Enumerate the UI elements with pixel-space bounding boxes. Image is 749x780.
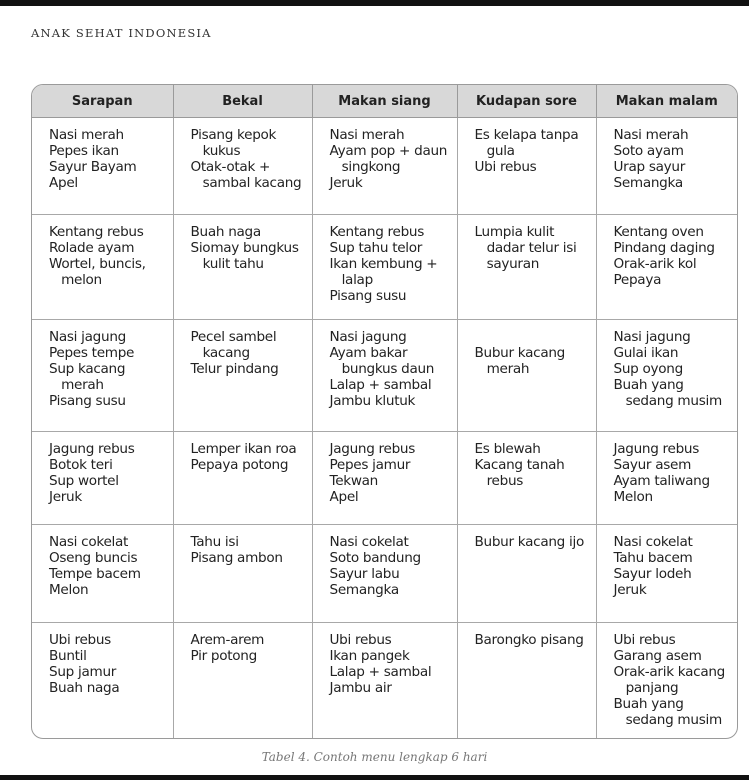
bottom-border <box>0 775 749 780</box>
table-row <box>32 215 737 320</box>
menu-cell <box>312 320 457 432</box>
menu-item: Urap sayur <box>613 159 685 175</box>
menu-item: Nasi cokelat <box>613 534 693 550</box>
menu-cell <box>312 118 457 215</box>
menu-item: Jagung rebus <box>613 441 700 457</box>
menu-item: Apel <box>329 489 359 505</box>
menu-item: Rolade ayam <box>49 240 135 256</box>
menu-item: Soto ayam <box>613 143 684 159</box>
table-row <box>32 432 737 525</box>
menu-item: merah <box>474 361 530 377</box>
menu-cell <box>173 215 312 320</box>
menu-cell <box>312 215 457 320</box>
menu-item: Sayur labu <box>329 566 400 582</box>
menu-item: lalap <box>329 272 373 288</box>
menu-item: Jagung rebus <box>329 441 416 457</box>
menu-item: Nasi jagung <box>329 329 407 345</box>
menu-item: Nasi cokelat <box>49 534 129 550</box>
menu-item: Pepaya <box>613 272 662 288</box>
menu-item: Sayur lodeh <box>613 566 692 582</box>
menu-item: Pepes jamur <box>329 457 411 473</box>
menu-item: dadar telur isi <box>474 240 577 256</box>
menu-item: Melon <box>613 489 653 505</box>
table-row <box>32 320 737 432</box>
menu-item: Sup wortel <box>49 473 119 489</box>
menu-cell <box>32 215 173 320</box>
menu-item: Ubi rebus <box>49 632 111 648</box>
menu-cell <box>596 320 737 432</box>
menu-item: Siomay bungkus <box>190 240 299 256</box>
menu-cell <box>596 525 737 623</box>
menu-item: Pecel sambel <box>190 329 277 345</box>
menu-item: Jagung rebus <box>49 441 135 457</box>
menu-item: Orak-arik kacang <box>613 664 725 680</box>
menu-item: Soto bandung <box>329 550 421 566</box>
menu-cell <box>32 623 173 740</box>
menu-item: sedang musim <box>613 712 722 728</box>
menu-cell <box>312 432 457 525</box>
menu-cell <box>596 623 737 740</box>
menu-cell <box>173 320 312 432</box>
menu-item: Sup tahu telor <box>329 240 423 256</box>
menu-item: Bubur kacang ijo <box>474 534 584 550</box>
menu-item: Orak-arik kol <box>613 256 697 272</box>
menu-item: Es kelapa tanpa <box>474 127 579 143</box>
menu-item: Ikan kembung + <box>329 256 438 272</box>
menu-item: Barongko pisang <box>474 632 584 648</box>
menu-item <box>475 329 592 345</box>
menu-cell <box>173 525 312 623</box>
menu-item: Pisang ambon <box>190 550 283 566</box>
menu-item: Gulai ikan <box>613 345 679 361</box>
menu-item: Buntil <box>49 648 87 664</box>
menu-item: merah <box>49 377 104 393</box>
menu-item: Ayam pop + daun <box>329 143 448 159</box>
menu-item: sayuran <box>474 256 540 272</box>
menu-item: Sayur Bayam <box>49 159 137 175</box>
menu-item: Pisang susu <box>49 393 126 409</box>
menu-item: kacang <box>190 345 250 361</box>
menu-item: Jeruk <box>49 489 82 505</box>
menu-cell <box>457 432 596 525</box>
menu-item: Lemper ikan roa <box>190 441 297 457</box>
menu-cell <box>596 432 737 525</box>
menu-item: Nasi merah <box>329 127 405 143</box>
menu-item: Lalap + sambal <box>329 377 432 393</box>
menu-item: Ikan pangek <box>329 648 410 664</box>
menu-item: sedang musim <box>613 393 722 409</box>
table-header-row <box>32 85 737 118</box>
menu-item: Kentang rebus <box>329 224 425 240</box>
menu-table-frame <box>31 84 738 739</box>
menu-item: Buah yang <box>613 696 684 712</box>
menu-item: Tahu bacem <box>613 550 693 566</box>
menu-item: Sup kacang <box>49 361 126 377</box>
column-header: Makan siang <box>312 85 457 118</box>
menu-item: panjang <box>613 680 679 696</box>
menu-item: Kentang oven <box>613 224 704 240</box>
menu-item: Botok teri <box>49 457 113 473</box>
menu-item: Apel <box>49 175 78 191</box>
menu-item: Nasi cokelat <box>329 534 409 550</box>
menu-cell <box>173 623 312 740</box>
menu-item: Semangka <box>613 175 683 191</box>
column-header: Bekal <box>173 85 312 118</box>
menu-item: Pepes tempe <box>49 345 135 361</box>
menu-item: kulit tahu <box>190 256 264 272</box>
menu-item: Buah naga <box>49 680 120 696</box>
menu-cell <box>457 623 596 740</box>
menu-item: Tahu isi <box>190 534 239 550</box>
menu-item: Pindang daging <box>613 240 715 256</box>
column-header: Kudapan sore <box>457 85 596 118</box>
menu-cell <box>312 623 457 740</box>
menu-item: Oseng buncis <box>49 550 138 566</box>
table-caption: Tabel 4. Contoh menu lengkap 6 hari <box>261 750 488 764</box>
menu-item: Otak-otak + <box>190 159 271 175</box>
menu-item: kukus <box>190 143 241 159</box>
menu-table <box>32 85 737 739</box>
book-header: ANAK SEHAT INDONESIA <box>31 26 212 40</box>
menu-cell <box>596 215 737 320</box>
menu-item: Ubi rebus <box>474 159 537 175</box>
table-row <box>32 623 737 740</box>
menu-item: Kacang tanah <box>474 457 565 473</box>
column-header: Sarapan <box>32 85 173 118</box>
menu-item: Ayam bakar <box>329 345 408 361</box>
menu-item: rebus <box>474 473 524 489</box>
menu-item: Pir potong <box>190 648 257 664</box>
menu-item: Ubi rebus <box>613 632 676 648</box>
menu-item: Sup jamur <box>49 664 117 680</box>
menu-cell <box>457 320 596 432</box>
menu-item: Bubur kacang <box>474 345 566 361</box>
menu-cell <box>596 118 737 215</box>
menu-item: Nasi jagung <box>613 329 691 345</box>
menu-item: Pisang kepok <box>190 127 277 143</box>
menu-cell <box>173 118 312 215</box>
menu-item: Jambu klutuk <box>329 393 416 409</box>
menu-cell <box>173 432 312 525</box>
menu-item: Arem-arem <box>190 632 265 648</box>
menu-item: Lalap + sambal <box>329 664 432 680</box>
table-row <box>32 525 737 623</box>
menu-item: bungkus daun <box>329 361 435 377</box>
menu-item: Pepes ikan <box>49 143 119 159</box>
menu-item: Melon <box>49 582 89 598</box>
menu-item: Pepaya potong <box>190 457 289 473</box>
menu-item: Es blewah <box>474 441 541 457</box>
menu-item: sambal kacang <box>190 175 302 191</box>
menu-item: Jeruk <box>329 175 363 191</box>
menu-item: Semangka <box>329 582 399 598</box>
menu-cell <box>457 118 596 215</box>
menu-cell <box>457 525 596 623</box>
menu-item: Jeruk <box>613 582 647 598</box>
menu-item: Garang asem <box>613 648 702 664</box>
menu-item: Pisang susu <box>329 288 407 304</box>
menu-item: Ayam taliwang <box>613 473 710 489</box>
menu-cell <box>32 432 173 525</box>
menu-item: singkong <box>329 159 401 175</box>
menu-item: Nasi jagung <box>49 329 126 345</box>
menu-item: Ubi rebus <box>329 632 392 648</box>
menu-cell <box>32 118 173 215</box>
menu-item: Sup oyong <box>613 361 683 377</box>
menu-item: Jambu air <box>329 680 392 696</box>
menu-item: Wortel, buncis, <box>49 256 146 272</box>
menu-cell <box>32 320 173 432</box>
menu-item: Lumpia kulit <box>474 224 555 240</box>
menu-cell <box>32 525 173 623</box>
column-header: Makan malam <box>596 85 737 118</box>
menu-item: Tempe bacem <box>49 566 141 582</box>
menu-item: Tekwan <box>329 473 378 489</box>
menu-item: Sayur asem <box>613 457 692 473</box>
top-border <box>0 0 749 6</box>
menu-item: gula <box>474 143 515 159</box>
menu-item: Nasi merah <box>49 127 124 143</box>
menu-cell <box>312 525 457 623</box>
menu-item: Kentang rebus <box>49 224 144 240</box>
menu-item: Nasi merah <box>613 127 689 143</box>
menu-item: Telur pindang <box>190 361 279 377</box>
menu-cell <box>457 215 596 320</box>
menu-item: melon <box>49 272 102 288</box>
menu-item: Buah yang <box>613 377 684 393</box>
table-row <box>32 118 737 215</box>
menu-item: Buah naga <box>190 224 261 240</box>
